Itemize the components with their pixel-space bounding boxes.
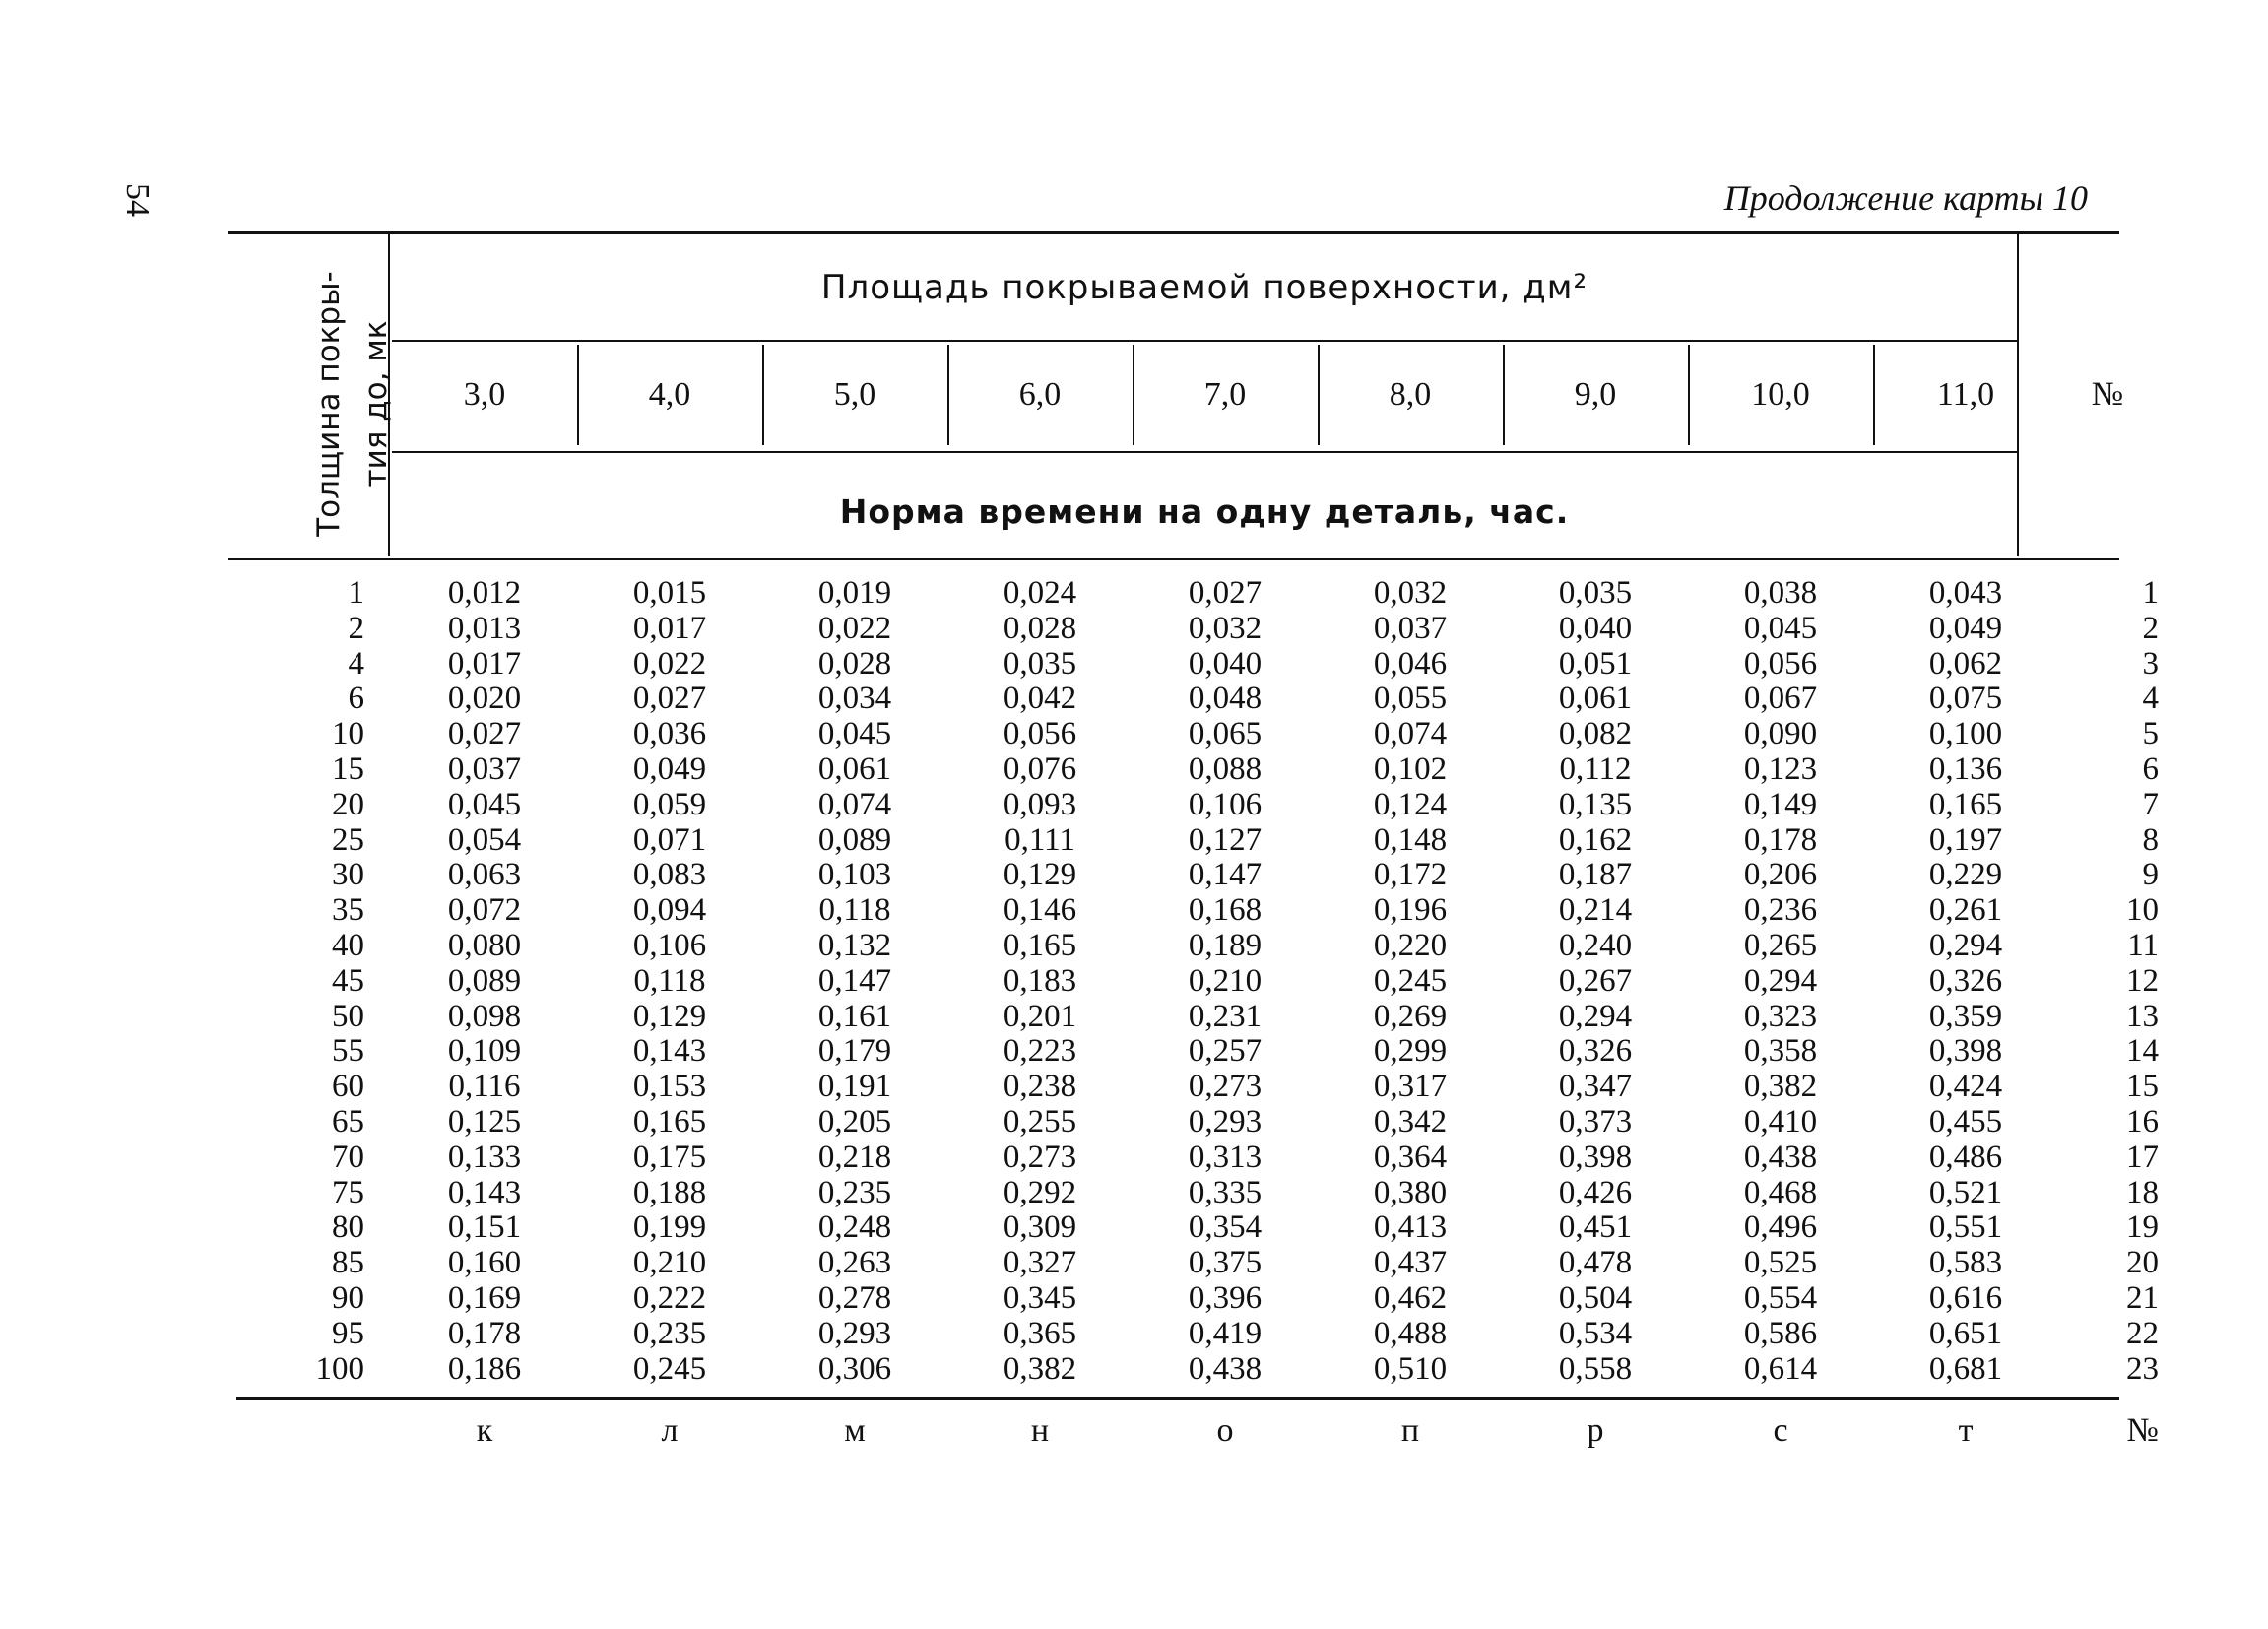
header-bottom-rule xyxy=(228,558,2119,560)
norm-value: 0,017 xyxy=(632,610,707,646)
norm-value: 0,197 xyxy=(1928,821,2003,858)
continuation-title: Продолжение карты 10 xyxy=(1723,178,2088,218)
norm-value: 0,309 xyxy=(1003,1209,1077,1246)
norm-value: 0,188 xyxy=(632,1174,707,1210)
norm-value: 0,196 xyxy=(1373,892,1448,929)
area-value: 8,0 xyxy=(1389,376,1432,413)
norm-value: 0,551 xyxy=(1928,1209,2003,1246)
norm-value: 0,162 xyxy=(1558,821,1633,858)
norm-value: 0,148 xyxy=(1373,821,1448,858)
norm-value: 0,583 xyxy=(1928,1245,2003,1281)
norm-value: 0,100 xyxy=(1928,716,2003,752)
area-value: 3,0 xyxy=(463,376,506,413)
norm-value: 0,437 xyxy=(1373,1245,1448,1281)
row-number: 19 xyxy=(2126,1209,2159,1246)
norm-column xyxy=(762,576,947,1387)
row-number: 15 xyxy=(2126,1069,2159,1105)
norm-value: 0,210 xyxy=(632,1245,707,1281)
norm-value: 0,178 xyxy=(447,1315,522,1351)
norm-value: 0,273 xyxy=(1188,1069,1263,1105)
norm-value: 0,299 xyxy=(1373,1033,1448,1070)
norm-value: 0,124 xyxy=(1373,786,1448,822)
norm-value: 0,034 xyxy=(817,681,892,717)
norm-value: 0,028 xyxy=(817,645,892,682)
norm-value: 0,240 xyxy=(1558,927,1633,963)
norm-value: 0,049 xyxy=(1928,610,2003,646)
norm-value: 0,022 xyxy=(632,645,707,682)
norm-value: 0,103 xyxy=(817,857,892,893)
thickness-value: 90 xyxy=(332,1279,364,1316)
norm-column xyxy=(947,576,1133,1387)
norm-value: 0,022 xyxy=(817,610,892,646)
norm-value: 0,238 xyxy=(1003,1069,1077,1105)
norm-value: 0,035 xyxy=(1003,645,1077,682)
norm-value: 0,106 xyxy=(632,927,707,963)
thickness-value: 70 xyxy=(332,1139,364,1175)
norm-value: 0,040 xyxy=(1558,610,1633,646)
row-number: 9 xyxy=(2142,857,2159,893)
norm-value: 0,558 xyxy=(1558,1350,1633,1387)
row-number: 18 xyxy=(2126,1174,2159,1210)
norm-value: 0,051 xyxy=(1558,645,1633,682)
thickness-value: 25 xyxy=(332,821,364,858)
norm-value: 0,616 xyxy=(1928,1279,2003,1316)
footer-letter: м xyxy=(844,1412,866,1449)
norm-value: 0,263 xyxy=(817,1245,892,1281)
norm-value: 0,205 xyxy=(817,1103,892,1140)
norm-value: 0,049 xyxy=(632,750,707,787)
footer-letter: р xyxy=(1587,1412,1604,1449)
thickness-value: 100 xyxy=(315,1350,364,1387)
thickness-value: 15 xyxy=(332,750,364,787)
norm-value: 0,455 xyxy=(1928,1103,2003,1140)
norm-value: 0,109 xyxy=(447,1033,522,1070)
norm-value: 0,037 xyxy=(447,750,522,787)
norm-value: 0,149 xyxy=(1743,786,1818,822)
norm-value: 0,365 xyxy=(1003,1315,1077,1351)
norm-value: 0,426 xyxy=(1558,1174,1633,1210)
norm-column xyxy=(1873,576,2058,1387)
norm-value: 0,294 xyxy=(1558,998,1633,1034)
area-value: 9,0 xyxy=(1574,376,1617,413)
thickness-value: 30 xyxy=(332,857,364,893)
norm-value: 0,245 xyxy=(1373,962,1448,999)
norm-value: 0,048 xyxy=(1188,681,1263,717)
norm-value: 0,229 xyxy=(1928,857,2003,893)
footer-letter: п xyxy=(1400,1412,1420,1449)
norm-value: 0,019 xyxy=(817,575,892,611)
table-bottom-rule xyxy=(236,1397,2119,1400)
norm-column xyxy=(577,576,762,1387)
norm-value: 0,151 xyxy=(447,1209,522,1246)
thickness-value: 60 xyxy=(332,1069,364,1105)
norm-value: 0,098 xyxy=(447,998,522,1034)
norm-value: 0,123 xyxy=(1743,750,1818,787)
norm-value: 0,488 xyxy=(1373,1315,1448,1351)
norm-value: 0,027 xyxy=(632,681,707,717)
norm-column xyxy=(392,576,577,1387)
page-number: 54 xyxy=(119,183,156,217)
norm-value: 0,248 xyxy=(817,1209,892,1246)
norm-value: 0,133 xyxy=(447,1139,522,1175)
norm-value: 0,135 xyxy=(1558,786,1633,822)
norm-value: 0,083 xyxy=(632,857,707,893)
norm-value: 0,186 xyxy=(447,1350,522,1387)
norm-value: 0,116 xyxy=(448,1069,521,1105)
norm-value: 0,347 xyxy=(1558,1069,1633,1105)
norm-value: 0,062 xyxy=(1928,645,2003,682)
norm-value: 0,326 xyxy=(1558,1033,1633,1070)
norm-value: 0,486 xyxy=(1928,1139,2003,1175)
norm-value: 0,065 xyxy=(1188,716,1263,752)
thickness-value: 55 xyxy=(332,1033,364,1070)
norm-value: 0,129 xyxy=(632,998,707,1034)
row-number: 8 xyxy=(2142,821,2159,858)
norm-value: 0,089 xyxy=(447,962,522,999)
row-number-column xyxy=(2048,576,2159,1387)
norm-value: 0,183 xyxy=(1003,962,1077,999)
row-number: 12 xyxy=(2126,962,2159,999)
row-number: 21 xyxy=(2126,1279,2159,1316)
norm-value: 0,160 xyxy=(447,1245,522,1281)
norm-value: 0,342 xyxy=(1373,1103,1448,1140)
norm-value: 0,313 xyxy=(1188,1139,1263,1175)
norm-value: 0,496 xyxy=(1743,1209,1818,1246)
norm-value: 0,045 xyxy=(817,716,892,752)
norm-value: 0,525 xyxy=(1743,1245,1818,1281)
norm-value: 0,220 xyxy=(1373,927,1448,963)
norm-value: 0,306 xyxy=(817,1350,892,1387)
area-header: Площадь покрываемой поверхности, дм² xyxy=(820,268,1588,307)
norm-value: 0,129 xyxy=(1003,857,1077,893)
norm-value: 0,534 xyxy=(1558,1315,1633,1351)
norm-value: 0,102 xyxy=(1373,750,1448,787)
norm-value: 0,269 xyxy=(1373,998,1448,1034)
norm-value: 0,094 xyxy=(632,892,707,929)
norm-value: 0,076 xyxy=(1003,750,1077,787)
norm-value: 0,354 xyxy=(1188,1209,1263,1246)
norm-value: 0,059 xyxy=(632,786,707,822)
norm-value: 0,398 xyxy=(1558,1139,1633,1175)
number-column-header: № xyxy=(2091,376,2124,413)
norm-value: 0,468 xyxy=(1743,1174,1818,1210)
norm-value: 0,027 xyxy=(1188,575,1263,611)
norm-value: 0,273 xyxy=(1003,1139,1077,1175)
norm-value: 0,267 xyxy=(1558,962,1633,999)
area-value: 4,0 xyxy=(648,376,691,413)
norm-value: 0,521 xyxy=(1928,1174,2003,1210)
area-value: 11,0 xyxy=(1936,376,1995,413)
norm-value: 0,146 xyxy=(1003,892,1077,929)
norm-value: 0,327 xyxy=(1003,1245,1077,1281)
row-number: 22 xyxy=(2126,1315,2159,1351)
norm-value: 0,169 xyxy=(447,1279,522,1316)
row-number: 6 xyxy=(2142,750,2159,787)
norm-value: 0,214 xyxy=(1558,892,1633,929)
norm-value: 0,027 xyxy=(447,716,522,752)
norm-value: 0,323 xyxy=(1743,998,1818,1034)
thickness-value: 45 xyxy=(332,962,364,999)
norm-value: 0,681 xyxy=(1928,1350,2003,1387)
norm-value: 0,147 xyxy=(817,962,892,999)
norm-value: 0,218 xyxy=(817,1139,892,1175)
norm-value: 0,651 xyxy=(1928,1315,2003,1351)
norm-value: 0,013 xyxy=(447,610,522,646)
norm-value: 0,028 xyxy=(1003,610,1077,646)
norm-value: 0,438 xyxy=(1188,1350,1263,1387)
area-value: 7,0 xyxy=(1203,376,1247,413)
norm-value: 0,043 xyxy=(1928,575,2003,611)
row-number: 20 xyxy=(2126,1245,2159,1281)
norm-value: 0,153 xyxy=(632,1069,707,1105)
norm-value: 0,199 xyxy=(632,1209,707,1246)
norm-value: 0,359 xyxy=(1928,998,2003,1034)
norm-value: 0,125 xyxy=(447,1103,522,1140)
norm-value: 0,478 xyxy=(1558,1245,1633,1281)
thickness-value: 6 xyxy=(348,681,364,717)
norm-value: 0,191 xyxy=(817,1069,892,1105)
norm-value: 0,382 xyxy=(1003,1350,1077,1387)
norm-value: 0,614 xyxy=(1743,1350,1818,1387)
row-number: 5 xyxy=(2142,716,2159,752)
norm-value: 0,132 xyxy=(817,927,892,963)
norm-value: 0,293 xyxy=(1188,1103,1263,1140)
norm-value: 0,024 xyxy=(1003,575,1077,611)
norm-value: 0,375 xyxy=(1188,1245,1263,1281)
norm-value: 0,161 xyxy=(817,998,892,1034)
norm-column xyxy=(1318,576,1503,1387)
norm-value: 0,042 xyxy=(1003,681,1077,717)
norm-value: 0,236 xyxy=(1743,892,1818,929)
norm-value: 0,063 xyxy=(447,857,522,893)
norm-value: 0,046 xyxy=(1373,645,1448,682)
row-number: 2 xyxy=(2142,610,2159,646)
norm-value: 0,082 xyxy=(1558,716,1633,752)
norm-value: 0,510 xyxy=(1373,1350,1448,1387)
norm-value: 0,090 xyxy=(1743,716,1818,752)
row-number: 23 xyxy=(2126,1350,2159,1387)
thickness-value: 95 xyxy=(332,1315,364,1351)
thickness-value: 50 xyxy=(332,998,364,1034)
area-values-rule xyxy=(392,451,2017,453)
footer-letter: л xyxy=(661,1412,679,1449)
norm-value: 0,257 xyxy=(1188,1033,1263,1070)
norm-value: 0,020 xyxy=(447,681,522,717)
thickness-value: 75 xyxy=(332,1174,364,1210)
norm-value: 0,075 xyxy=(1928,681,2003,717)
row-number: 13 xyxy=(2126,998,2159,1034)
norm-value: 0,189 xyxy=(1188,927,1263,963)
norm-value: 0,168 xyxy=(1188,892,1263,929)
norm-value: 0,147 xyxy=(1188,857,1263,893)
norm-value: 0,015 xyxy=(632,575,707,611)
norm-value: 0,326 xyxy=(1928,962,2003,999)
norm-value: 0,112 xyxy=(1559,750,1632,787)
norm-column xyxy=(1133,576,1318,1387)
norm-value: 0,172 xyxy=(1373,857,1448,893)
norm-column xyxy=(1688,576,1873,1387)
thickness-value: 40 xyxy=(332,927,364,963)
norm-value: 0,061 xyxy=(817,750,892,787)
row-number: 17 xyxy=(2126,1139,2159,1175)
norm-value: 0,093 xyxy=(1003,786,1077,822)
norm-value: 0,462 xyxy=(1373,1279,1448,1316)
norm-value: 0,187 xyxy=(1558,857,1633,893)
row-number: 3 xyxy=(2142,645,2159,682)
norm-value: 0,035 xyxy=(1558,575,1633,611)
row-number: 11 xyxy=(2127,927,2159,963)
norm-value: 0,055 xyxy=(1373,681,1448,717)
norm-value: 0,017 xyxy=(447,645,522,682)
norm-value: 0,143 xyxy=(447,1174,522,1210)
norm-value: 0,088 xyxy=(1188,750,1263,787)
norm-value: 0,178 xyxy=(1743,821,1818,858)
thickness-value: 20 xyxy=(332,786,364,822)
footer-letter: с xyxy=(1773,1412,1788,1449)
norm-value: 0,554 xyxy=(1743,1279,1818,1316)
footer-letter: к xyxy=(476,1412,493,1449)
norm-value: 0,089 xyxy=(817,821,892,858)
row-number: 4 xyxy=(2142,681,2159,717)
norm-value: 0,451 xyxy=(1558,1209,1633,1246)
footer-letter: н xyxy=(1030,1412,1050,1449)
norm-value: 0,504 xyxy=(1558,1279,1633,1316)
norm-value: 0,438 xyxy=(1743,1139,1818,1175)
norm-value: 0,210 xyxy=(1188,962,1263,999)
norm-header: Норма времени на одну деталь, час. xyxy=(839,492,1570,531)
norm-value: 0,206 xyxy=(1743,857,1818,893)
top-rule xyxy=(228,231,2119,234)
norm-value: 0,165 xyxy=(1928,786,2003,822)
norm-value: 0,111 xyxy=(1004,821,1075,858)
norm-value: 0,136 xyxy=(1928,750,2003,787)
norm-value: 0,032 xyxy=(1373,575,1448,611)
norm-value: 0,040 xyxy=(1188,645,1263,682)
norm-value: 0,080 xyxy=(447,927,522,963)
area-value: 5,0 xyxy=(833,376,876,413)
norm-value: 0,380 xyxy=(1373,1174,1448,1210)
thickness-value: 85 xyxy=(332,1245,364,1281)
norm-value: 0,292 xyxy=(1003,1174,1077,1210)
norm-value: 0,235 xyxy=(817,1174,892,1210)
norm-value: 0,045 xyxy=(1743,610,1818,646)
norm-value: 0,222 xyxy=(632,1279,707,1316)
area-value: 6,0 xyxy=(1018,376,1062,413)
thickness-value: 80 xyxy=(332,1209,364,1246)
norm-value: 0,317 xyxy=(1373,1069,1448,1105)
thickness-value: 4 xyxy=(348,645,364,682)
area-values xyxy=(392,345,2017,445)
norm-value: 0,038 xyxy=(1743,575,1818,611)
norm-column xyxy=(1503,576,1688,1387)
norm-value: 0,358 xyxy=(1743,1033,1818,1070)
thickness-value: 1 xyxy=(348,575,364,611)
thickness-value: 10 xyxy=(332,716,364,752)
norm-value: 0,364 xyxy=(1373,1139,1448,1175)
norm-value: 0,074 xyxy=(1373,716,1448,752)
footer-letter: о xyxy=(1216,1412,1234,1449)
norm-value: 0,245 xyxy=(632,1350,707,1387)
row-number: 16 xyxy=(2126,1103,2159,1140)
norm-value: 0,396 xyxy=(1188,1279,1263,1316)
row-number: 14 xyxy=(2126,1033,2159,1070)
norm-value: 0,413 xyxy=(1373,1209,1448,1246)
norm-value: 0,118 xyxy=(633,962,706,999)
norm-value: 0,056 xyxy=(1743,645,1818,682)
norm-value: 0,143 xyxy=(632,1033,707,1070)
norm-value: 0,231 xyxy=(1188,998,1263,1034)
thickness-column xyxy=(236,576,364,1387)
norm-value: 0,223 xyxy=(1003,1033,1077,1070)
area-value: 10,0 xyxy=(1751,376,1810,413)
norm-value: 0,235 xyxy=(632,1315,707,1351)
norm-value: 0,118 xyxy=(818,892,891,929)
norm-value: 0,424 xyxy=(1928,1069,2003,1105)
footer-number-label: № xyxy=(2126,1412,2159,1449)
norm-value: 0,265 xyxy=(1743,927,1818,963)
norm-value: 0,382 xyxy=(1743,1069,1818,1105)
norm-value: 0,398 xyxy=(1928,1033,2003,1070)
row-number: 10 xyxy=(2126,892,2159,929)
norm-value: 0,165 xyxy=(1003,927,1077,963)
area-title-rule xyxy=(392,340,2017,342)
norm-value: 0,056 xyxy=(1003,716,1077,752)
norm-value: 0,201 xyxy=(1003,998,1077,1034)
row-number: 7 xyxy=(2142,786,2159,822)
norm-value: 0,127 xyxy=(1188,821,1263,858)
footer-letter: т xyxy=(1958,1412,1974,1449)
norm-value: 0,294 xyxy=(1743,962,1818,999)
norm-value: 0,074 xyxy=(817,786,892,822)
norm-value: 0,335 xyxy=(1188,1174,1263,1210)
norm-value: 0,373 xyxy=(1558,1103,1633,1140)
norm-value: 0,586 xyxy=(1743,1315,1818,1351)
norm-value: 0,067 xyxy=(1743,681,1818,717)
thickness-value: 2 xyxy=(348,610,364,646)
norm-value: 0,106 xyxy=(1188,786,1263,822)
norm-value: 0,179 xyxy=(817,1033,892,1070)
norm-value: 0,061 xyxy=(1558,681,1633,717)
norm-value: 0,261 xyxy=(1928,892,2003,929)
thickness-column-header: Толщина покры-тия до, мк xyxy=(311,271,394,537)
norm-value: 0,037 xyxy=(1373,610,1448,646)
norm-value: 0,036 xyxy=(632,716,707,752)
norm-value: 0,045 xyxy=(447,786,522,822)
row-number: 1 xyxy=(2142,575,2159,611)
norm-value: 0,294 xyxy=(1928,927,2003,963)
norm-value: 0,293 xyxy=(817,1315,892,1351)
thickness-value: 65 xyxy=(332,1103,364,1140)
norm-value: 0,419 xyxy=(1188,1315,1263,1351)
norm-value: 0,054 xyxy=(447,821,522,858)
norm-value: 0,345 xyxy=(1003,1279,1077,1316)
norm-value: 0,165 xyxy=(632,1103,707,1140)
norm-value: 0,012 xyxy=(447,575,522,611)
thickness-value: 35 xyxy=(332,892,364,929)
norm-value: 0,175 xyxy=(632,1139,707,1175)
norm-value: 0,072 xyxy=(447,892,522,929)
norm-value: 0,032 xyxy=(1188,610,1263,646)
norm-value: 0,278 xyxy=(817,1279,892,1316)
norm-value: 0,410 xyxy=(1743,1103,1818,1140)
norm-value: 0,255 xyxy=(1003,1103,1077,1140)
norm-value: 0,071 xyxy=(632,821,707,858)
